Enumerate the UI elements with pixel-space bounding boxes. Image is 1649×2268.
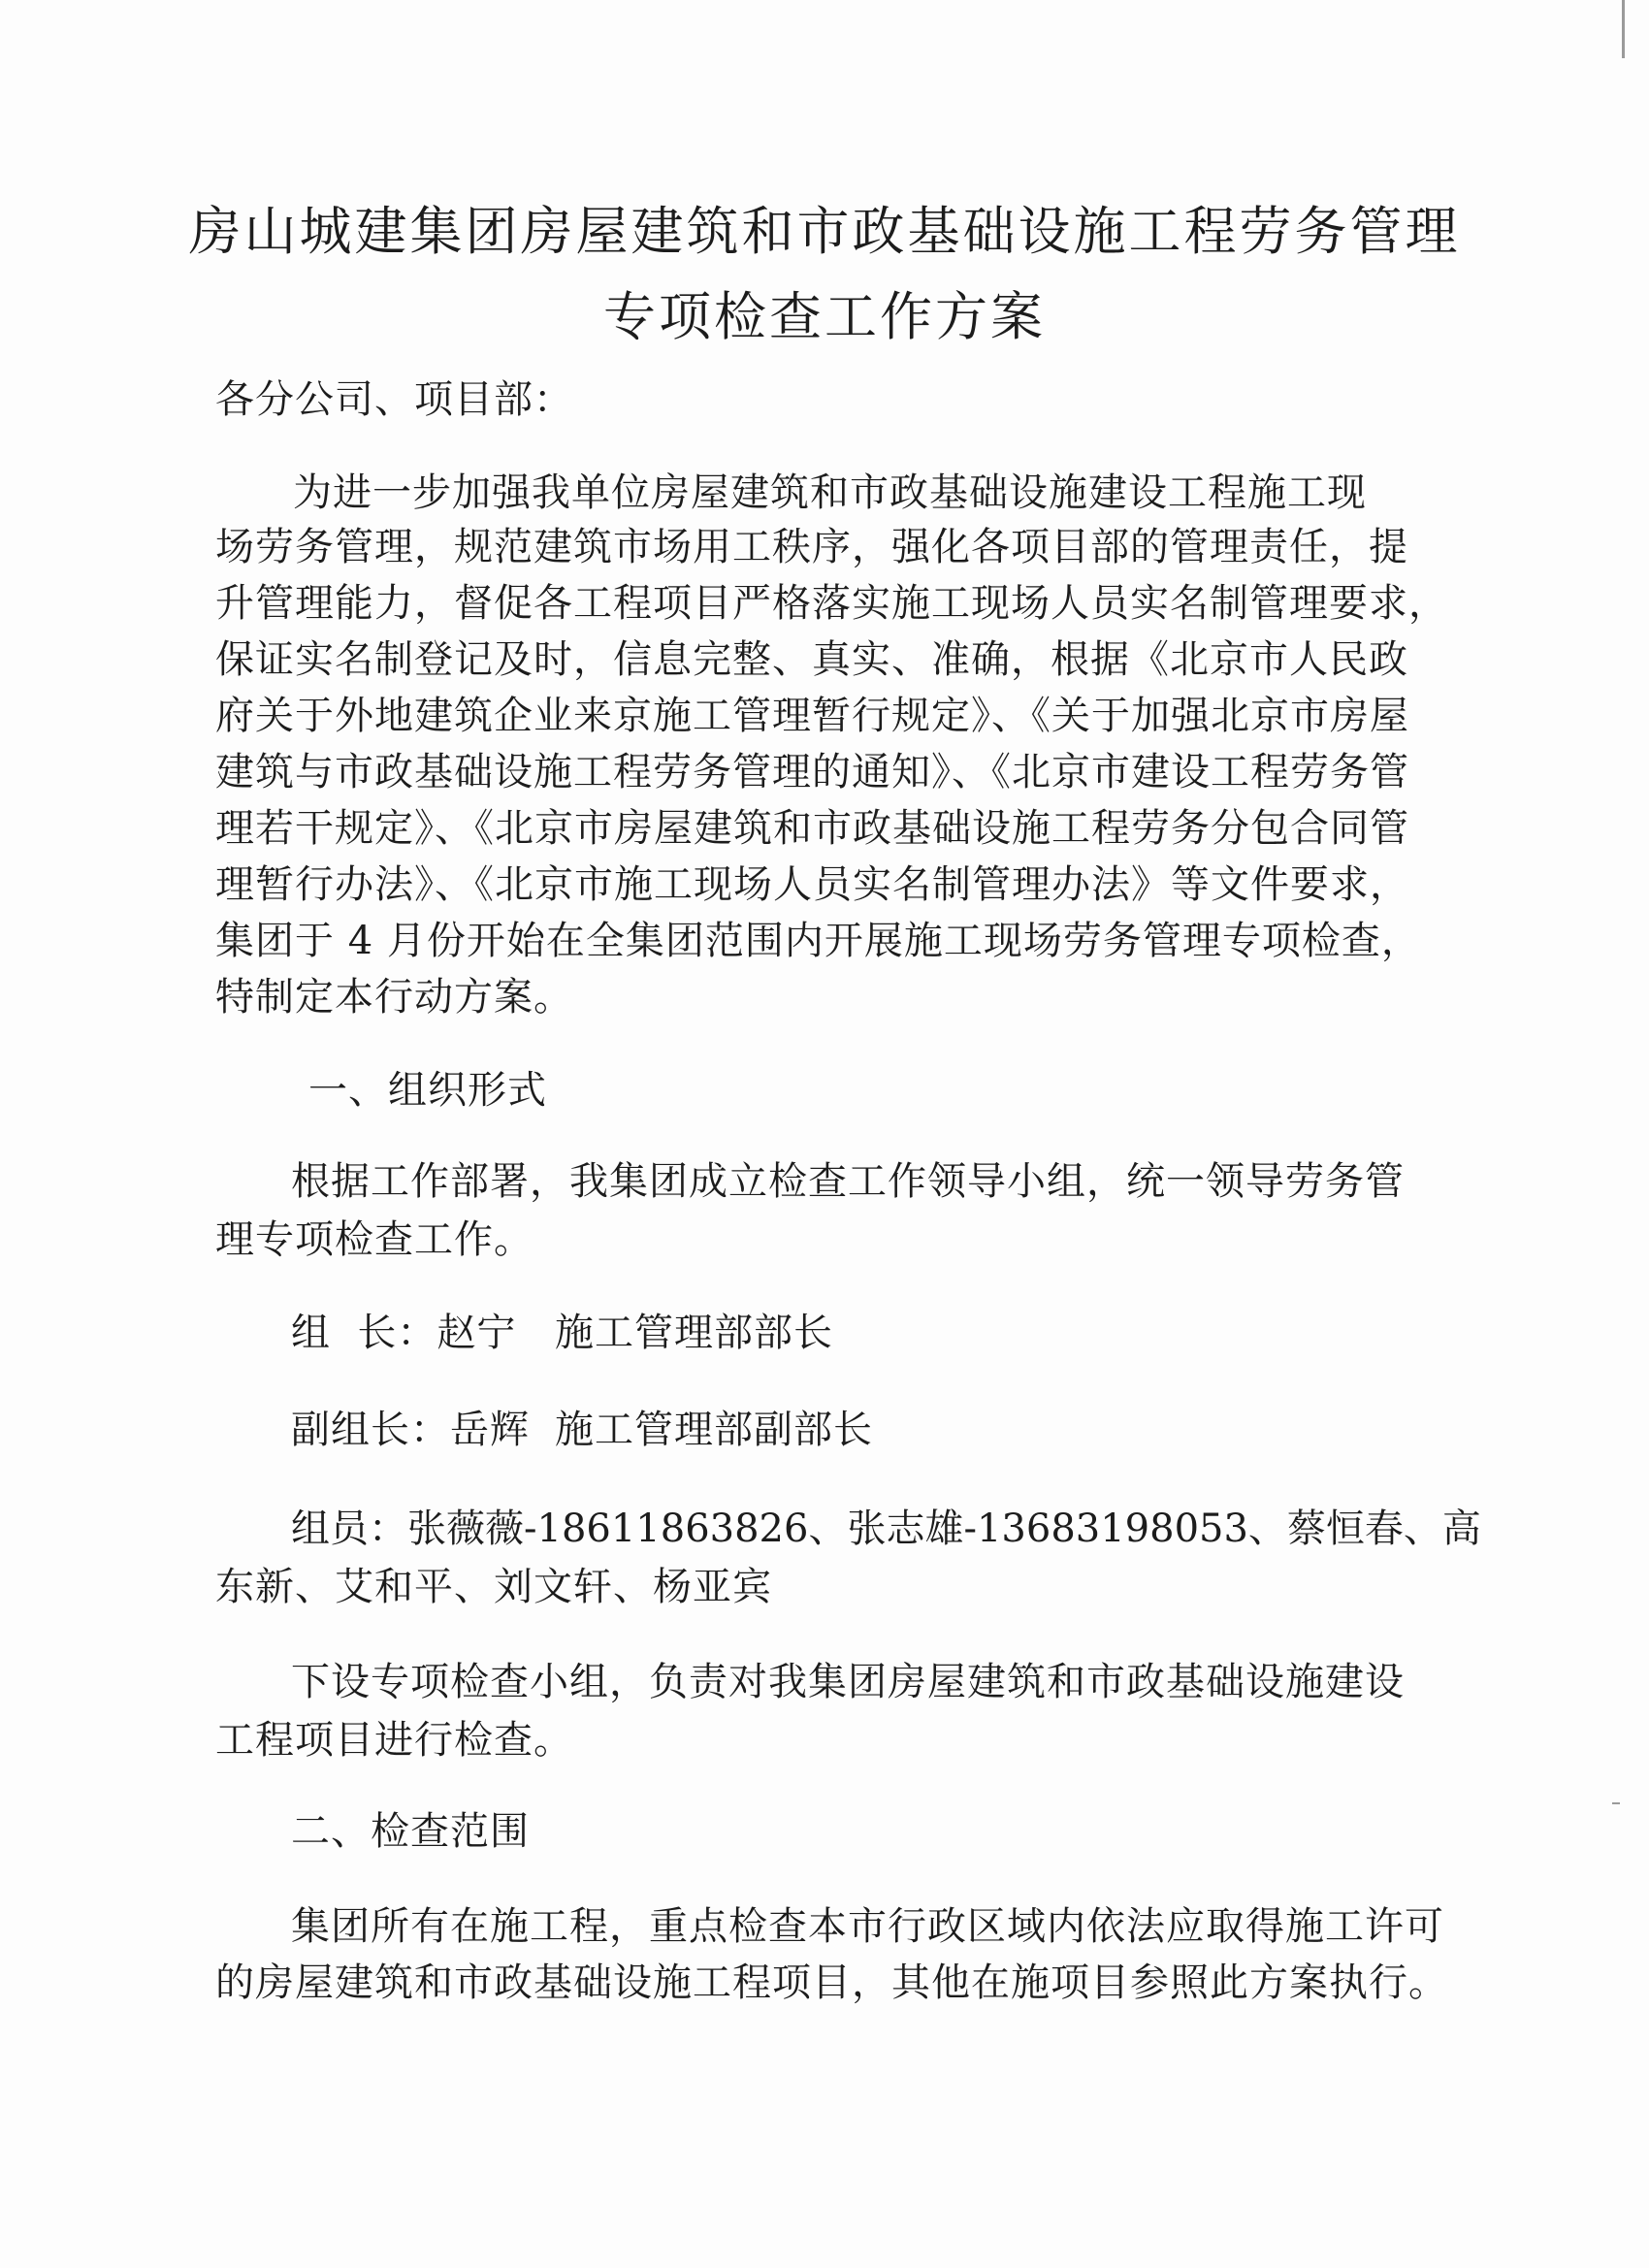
intro-line-9: 集团于 4 月份开始在全集团范围内开展施工现场劳务管理专项检查，: [215, 919, 1421, 963]
leader-title: 施工管理部部长: [555, 1311, 833, 1355]
intro-line-2: 场劳务管理，规范建筑市场用工秩序，强化各项目部的管理责任，提: [215, 525, 1408, 569]
intro-line-10: 特制定本行动方案。: [215, 975, 573, 1020]
section-1-line-2: 理专项检查工作。: [215, 1217, 534, 1262]
section-2-line-2: 的房屋建筑和市政基础设施工程项目，其他在施项目参照此方案执行。: [215, 1960, 1448, 2005]
scan-edge-mark: [1622, 0, 1625, 58]
section-1-heading: 一、组织形式: [308, 1068, 547, 1113]
section-1-line-1: 根据工作部署，我集团成立检查工作领导小组，统一领导劳务管: [291, 1159, 1405, 1204]
intro-line-5: 府关于外地建筑企业来京施工管理暂行规定》、《关于加强北京市房屋: [215, 694, 1409, 738]
members-line-1: 组员：张薇薇-18611863826、张志雄-13683198053、蔡恒春、高: [291, 1507, 1481, 1551]
intro-line-4: 保证实名制登记及时，信息完整、真实、准确，根据《北京市人民政: [215, 637, 1408, 682]
members-line-2: 东新、艾和平、刘文轩、杨亚宾: [215, 1565, 772, 1609]
intro-line-7: 理若干规定》、《北京市房屋建筑和市政基础设施工程劳务分包合同管: [215, 806, 1409, 851]
intro-line-8: 理暂行办法》、《北京市施工现场人员实名制管理办法》等文件要求，: [215, 862, 1409, 907]
deputy-title: 施工管理部副部长: [555, 1408, 873, 1452]
document-title-line-1: 房山城建集团房屋建筑和市政基础设施工程劳务管理: [188, 201, 1461, 262]
section-2-line-1: 集团所有在施工程，重点检查本市行政区域内依法应取得施工许可: [291, 1904, 1444, 1949]
deputy-label: 副组长：岳辉: [291, 1408, 530, 1452]
scan-speck: [1612, 1802, 1620, 1804]
intro-line-6: 建筑与市政基础设施工程劳务管理的通知》、《北京市建设工程劳务管: [215, 750, 1409, 794]
subgroup-line-2: 工程项目进行检查。: [215, 1718, 573, 1763]
subgroup-line-1: 下设专项检查小组，负责对我集团房屋建筑和市政基础设施建设: [291, 1660, 1405, 1704]
document-title-line-2: 专项检查工作方案: [603, 286, 1046, 347]
salutation: 各分公司、项目部：: [215, 377, 573, 422]
leader-label: 组 长：赵宁: [291, 1311, 517, 1355]
intro-line-3: 升管理能力，督促各工程项目严格落实施工现场人员实名制管理要求，: [215, 581, 1448, 626]
intro-line-1: 为进一步加强我单位房屋建筑和市政基础设施建设工程施工现: [293, 470, 1367, 515]
section-2-heading: 二、检查范围: [291, 1809, 530, 1854]
